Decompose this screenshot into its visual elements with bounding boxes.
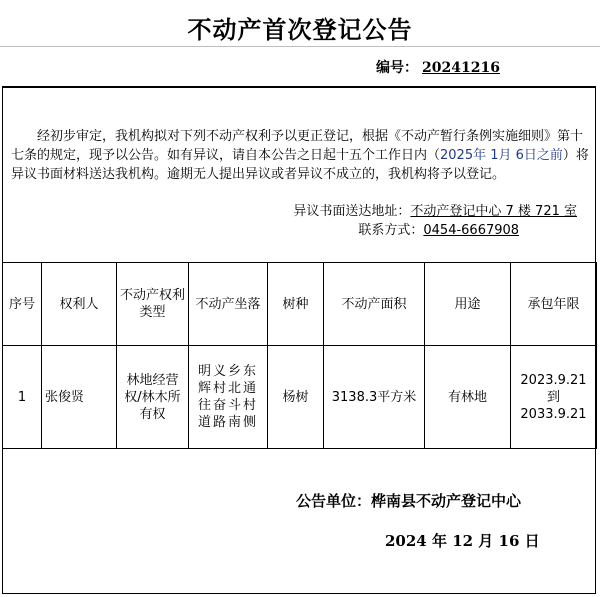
registration-table bbox=[2, 262, 597, 449]
header-no: 序号 bbox=[3, 263, 42, 346]
cell-term bbox=[511, 346, 597, 449]
contact-row bbox=[293, 221, 577, 240]
table-header-row bbox=[3, 263, 597, 346]
document-title: 不动产首次登记公告 bbox=[187, 15, 413, 44]
notice-frame bbox=[2, 86, 596, 594]
number-label: 编号： bbox=[376, 60, 418, 76]
cell-holder: 张俊贤 bbox=[42, 346, 117, 449]
cell-location: 明义乡东辉村北通往奋斗村道路南侧 bbox=[189, 346, 268, 449]
cell-species: 杨树 bbox=[268, 346, 324, 449]
header-location: 不动产坐落 bbox=[189, 263, 268, 346]
notice-deadline: 2025年 1月 6日之前 bbox=[440, 148, 563, 163]
header-species: 树种 bbox=[268, 263, 324, 346]
header-right-type: 不动产权利类型 bbox=[117, 263, 189, 346]
header-area: 不动产面积 bbox=[324, 263, 425, 346]
header-holder: 权利人 bbox=[42, 263, 117, 346]
document-number bbox=[376, 57, 500, 77]
header-usage: 用途 bbox=[425, 263, 511, 346]
issuing-unit: 公告单位：桦南县不动产登记中心 bbox=[296, 492, 522, 510]
term-start: 2023.9.21 bbox=[520, 372, 587, 388]
notice-text-2: ）将异议书面材料送达我机构。逾期无人提出异议或者异议不成立的，我机构将予以登记。 bbox=[11, 148, 589, 182]
notice-text-1: 经初步审定，我机构拟对下列不动产权利予以更正登记，根据《不动产暂行条例实施细则》第十七条的规定，现予以公告。如有异议，请自本公告之日起十五个工作日内（ bbox=[11, 129, 584, 163]
contact-value: 0454-6667908 bbox=[423, 223, 520, 238]
cell-usage: 有林地 bbox=[425, 346, 511, 449]
number-value: 20241216 bbox=[422, 60, 500, 76]
term-end: 2033.9.21 bbox=[520, 406, 587, 422]
address-value: 不动产登记中心 7 楼 721 室 bbox=[410, 204, 577, 219]
header-term: 承包年限 bbox=[511, 263, 597, 346]
cell-right-type: 林地经营权/林木所有权 bbox=[117, 346, 189, 449]
address-label: 异议书面送达地址： bbox=[293, 204, 411, 219]
cell-area: 3138.3平方米 bbox=[324, 346, 425, 449]
contact-block bbox=[293, 202, 577, 240]
address-row bbox=[293, 202, 577, 221]
term-to: 到 bbox=[546, 389, 560, 405]
contact-label: 联系方式： bbox=[358, 223, 424, 238]
issue-date: 2024 年 12 月 16 日 bbox=[385, 532, 540, 550]
title-divider bbox=[0, 46, 600, 47]
table-row bbox=[3, 346, 597, 449]
notice-paragraph bbox=[11, 127, 591, 184]
cell-no: 1 bbox=[3, 346, 42, 449]
